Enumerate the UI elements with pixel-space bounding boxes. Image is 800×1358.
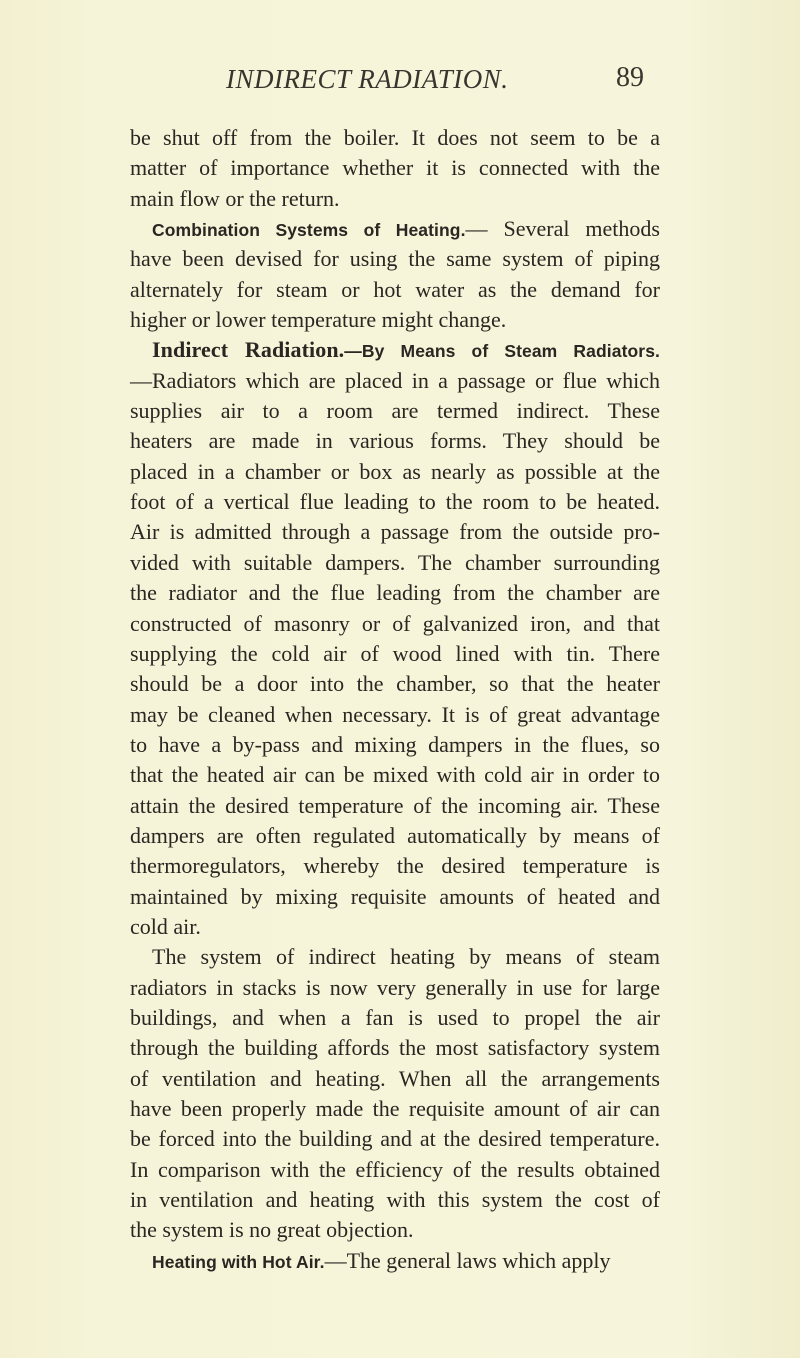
text-run: The system of indirect heating by means of steam	[152, 944, 660, 970]
text-line	[130, 1155, 660, 1185]
section-heading: Indirect Radiation.	[152, 337, 345, 363]
text-run: buildings, and when a fan is used to propel the air	[130, 1004, 660, 1030]
text-run: maintained by mixing requisite amounts of heated and	[130, 883, 660, 909]
text-line	[130, 305, 660, 335]
text-line	[130, 426, 660, 456]
text-line	[130, 1003, 660, 1033]
text-line	[130, 851, 660, 881]
text-run: may be cleaned when necessary. It is of great advantage	[130, 701, 660, 727]
text-line	[130, 669, 660, 699]
text-run: — Several methods	[465, 216, 660, 242]
text-line	[130, 578, 660, 608]
text-line	[130, 214, 660, 244]
text-run: have been devised for using the same system of piping	[130, 246, 660, 272]
text-run: in ventilation and heating with this system the cost of	[130, 1187, 660, 1213]
text-line	[130, 700, 660, 730]
text-line	[130, 1124, 660, 1154]
text-line	[130, 153, 660, 183]
text-line	[130, 396, 660, 426]
text-line	[130, 639, 660, 669]
text-line	[130, 517, 660, 547]
text-line	[130, 184, 660, 214]
text-line	[130, 1064, 660, 1094]
text-run: supplies air to a room are termed indirect. These	[130, 398, 660, 424]
text-line	[130, 882, 660, 912]
text-run: should be a door into the chamber, so that the heater	[130, 671, 660, 697]
text-run: —Radiators which are placed in a passage or flue which	[130, 367, 660, 393]
text-run: alternately for steam or hot water as the demand for	[130, 276, 660, 302]
text-run: the radiator and the flue leading from the chamber are	[130, 580, 660, 606]
text-line	[130, 760, 660, 790]
text-line	[130, 366, 660, 396]
text-line	[130, 821, 660, 851]
text-line	[130, 730, 660, 760]
text-run: be shut off from the boiler. It does not seem to be a	[130, 125, 660, 150]
text-run: dampers are often regulated automatically by means of	[130, 822, 660, 848]
text-run: In comparison with the efficiency of the results obtained	[130, 1156, 660, 1182]
text-line	[130, 973, 660, 1003]
text-line	[130, 1185, 660, 1215]
running-head-title: INDIRECT RADIATION.	[226, 64, 509, 94]
text-run: radiators in stacks is now very generally in use for large	[130, 974, 660, 1000]
text-line	[130, 791, 660, 821]
section-heading: —By Means of Steam Radiators.	[344, 341, 660, 362]
section-heading: Combination Systems of Heating.	[152, 220, 466, 241]
text-line	[130, 457, 660, 487]
text-run: the system is no great objection.	[130, 1217, 414, 1243]
text-line	[130, 1215, 660, 1245]
text-run: thermoregulators, whereby the desired temperature is	[130, 853, 660, 879]
text-line	[130, 1246, 660, 1276]
text-run: matter of importance whether it is connected with the	[130, 155, 660, 181]
text-line	[130, 275, 660, 305]
text-run: to have a by-pass and mixing dampers in the flues, so	[130, 731, 660, 757]
text-run: have been properly made the requisite amount of air can	[130, 1096, 660, 1121]
text-run: placed in a chamber or box as nearly as possible at the	[130, 458, 660, 484]
section-heading: Heating with Hot Air.	[152, 1251, 325, 1272]
text-run: through the building affords the most satisfactory system	[130, 1035, 660, 1061]
text-line	[130, 1033, 660, 1063]
body-text	[130, 123, 660, 1276]
text-run: attain the desired temperature of the incoming air. These	[130, 792, 660, 818]
text-run: cold air.	[130, 913, 201, 939]
text-run: that the heated air can be mixed with cold air in order to	[130, 762, 660, 788]
text-run: heaters are made in various forms. They should be	[130, 428, 660, 454]
text-run: main flow or the return.	[130, 185, 340, 211]
text-line	[130, 609, 660, 639]
text-line	[130, 244, 660, 274]
text-run: higher or lower temperature might change.	[130, 307, 507, 333]
text-line	[130, 942, 660, 972]
text-run: vided with suitable dampers. The chamber surrounding	[130, 549, 660, 575]
text-line	[130, 487, 660, 517]
page-number: 89	[616, 62, 644, 93]
text-run: of ventilation and heating. When all the arrangements	[130, 1065, 660, 1091]
text-line	[130, 123, 660, 153]
text-line	[130, 548, 660, 578]
text-run: foot of a vertical flue leading to the room to be heated.	[130, 489, 660, 515]
text-run: constructed of masonry or of galvanized iron, and that	[130, 610, 660, 636]
running-head	[0, 64, 800, 104]
text-line	[130, 335, 660, 365]
text-run: supplying the cold air of wood lined with tin. There	[130, 640, 660, 666]
text-line	[130, 1094, 660, 1124]
text-line	[130, 912, 660, 942]
text-run: Air is admitted through a passage from the outside pro-	[130, 519, 660, 545]
text-run: be forced into the building and at the desired temperature.	[130, 1126, 660, 1152]
text-run: —The general laws which apply	[324, 1247, 611, 1273]
